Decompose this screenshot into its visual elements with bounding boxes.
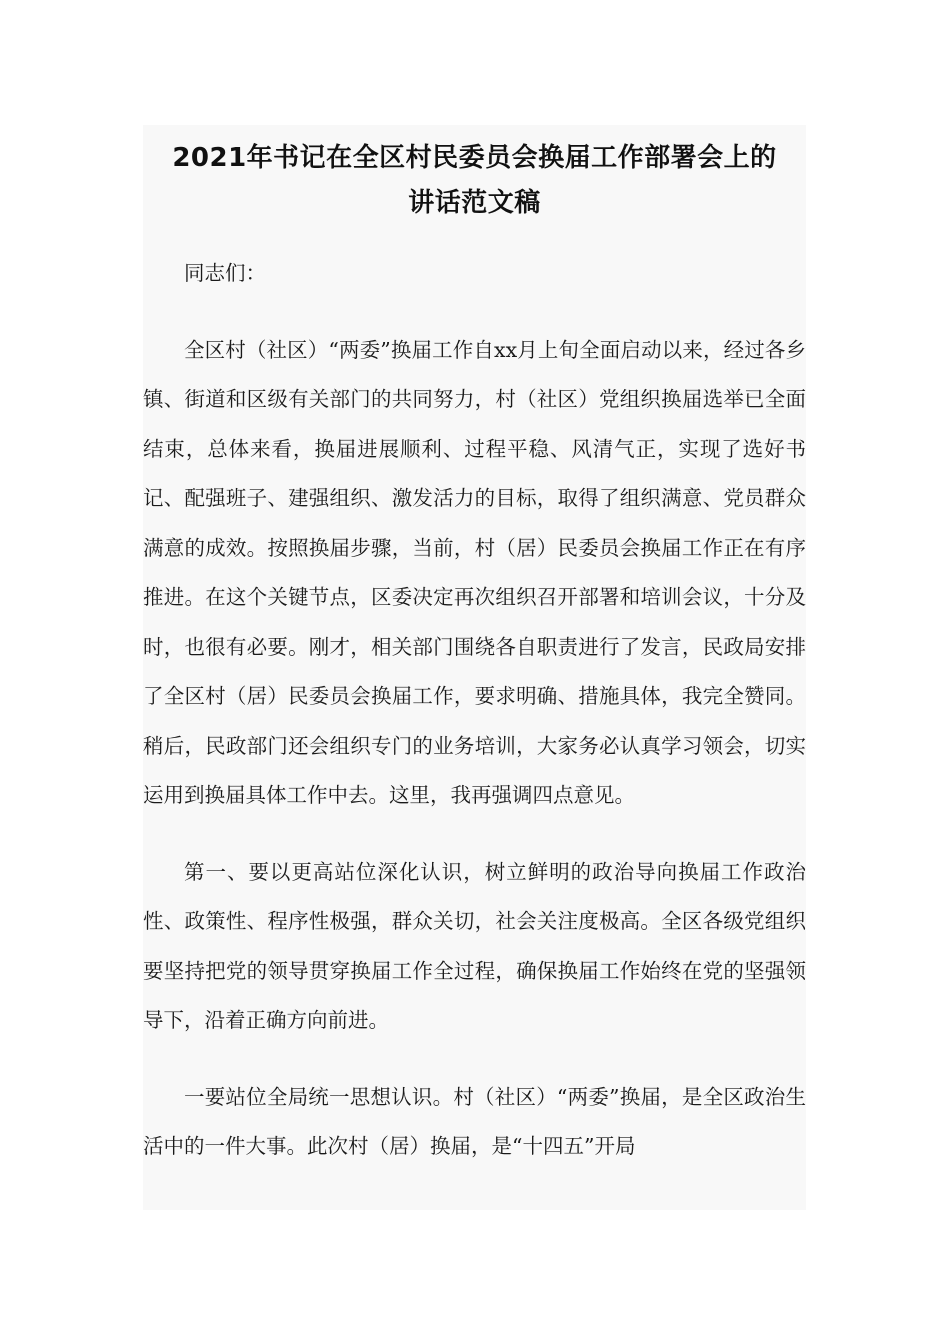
body-paragraph-1: 全区村（社区）“两委”换届工作自xx月上旬全面启动以来，经过各乡镇、街道和区级有关部门的共同努力，村（社区）党组织换届选举已全面结束，总体来看，换届进展顺利、过程平稳、风清气正，实现了选好书记、配强班子、建强组织、激发活力的目标，取得了组织满意、党员群众满意的成效。按照换届步骤，当前，村（居）民委员会换届工作正在有序推进。在这个关键节点，区委决定再次组织召开部署和培训会议，十分及时，也很有必要。刚才，相关部门围绕各自职责进行了发言，民政局安排了全区村（居）民委员会换届工作，要求明确、措施具体，我完全赞同。稍后，民政部门还会组织专门的业务培训，大家务必认真学习领会，切实运用到换届具体工作中去。这里，我再强调四点意见。	[143, 337, 806, 807]
document-title	[143, 125, 806, 226]
document-title-line-1: 2021年书记在全区村民委员会换届工作部署会上的	[172, 143, 777, 173]
document-page	[143, 125, 806, 1210]
document-title-line-2: 讲话范文稿	[408, 188, 541, 218]
salutation-paragraph: 同志们：	[184, 261, 266, 285]
document-body	[143, 249, 806, 1172]
body-paragraph-3: 一要站位全局统一思想认识。村（社区）“两委”换届，是全区政治生活中的一件大事。此次村（居）换届，是“十四五”开局	[143, 1084, 806, 1158]
body-paragraph-2: 第一、要以更高站位深化认识，树立鲜明的政治导向换届工作政治性、政策性、程序性极强，群众关切，社会关注度极高。全区各级党组织要坚持把党的领导贯穿换届工作全过程，确保换届工作始终在党的坚强领导下，沿着正确方向前进。	[143, 859, 806, 1032]
